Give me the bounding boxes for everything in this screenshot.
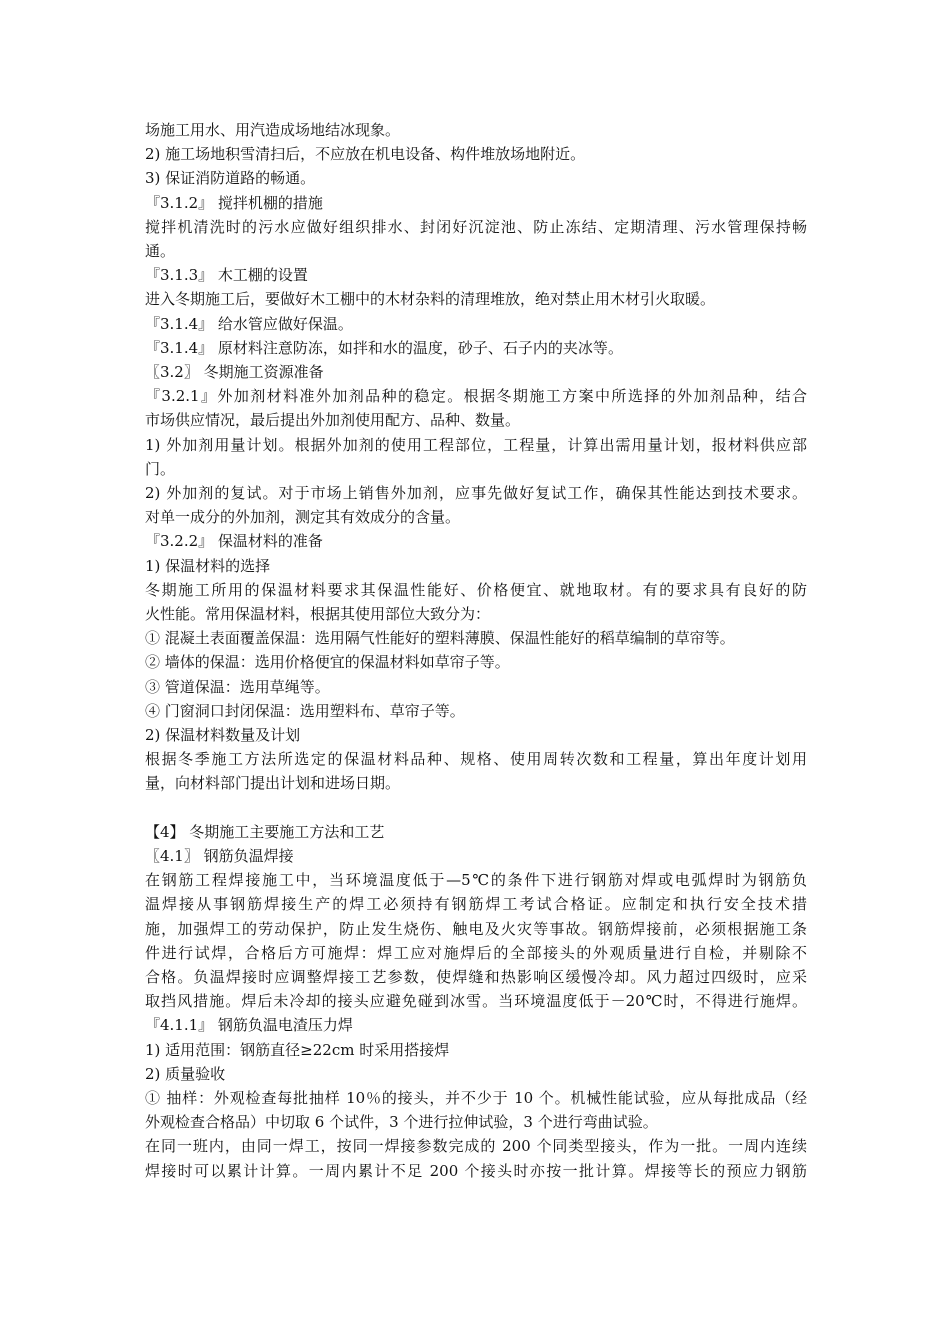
- text-line: 根据冬季施工方法所选定的保温材料品种、规格、使用周转次数和工程量，算出年度计划用: [145, 750, 807, 769]
- text-line: 『3.2.1』外加剂材料准外加剂品种的稳定。根据冬期施工方案中所选择的外加剂品种，结合: [145, 387, 807, 406]
- section-heading: 『4.1.1』 钢筋负温电渣压力焊: [145, 1016, 353, 1035]
- text-line: ③ 管道保温：选用草绳等。: [145, 677, 330, 696]
- section-heading: 〖3.2〗 冬期施工资源准备: [145, 363, 324, 382]
- text-line: 市场供应情况，最后提出外加剂使用配方、品种、数量。: [145, 411, 521, 430]
- text-line: 在钢筋工程焊接施工中，当环境温度低于—5℃的条件下进行钢筋对焊或电弧焊时为钢筋负: [145, 871, 807, 890]
- section-heading: 『3.1.4』 给水管应做好保温。: [145, 314, 353, 333]
- text-line: 2) 施工场地积雪清扫后，不应放在机电设备、构件堆放场地附近。: [145, 145, 586, 164]
- text-line: ① 抽样：外观检查每批抽样 10％的接头，并不少于 10 个。机械性能试验，应从每批成品（经: [145, 1088, 807, 1107]
- text-line: 3) 保证消防道路的畅通。: [145, 169, 316, 188]
- text-line: 温焊接从事钢筋焊接生产的焊工必须持有钢筋焊工考试合格证。应制定和执行安全技术措: [145, 895, 807, 914]
- section-heading: 〖4.1〗 钢筋负温焊接: [145, 846, 294, 865]
- section-heading: 『3.1.2』 搅拌机棚的措施: [145, 193, 323, 212]
- section-heading: 『3.2.2』 保温材料的准备: [145, 532, 323, 551]
- section-heading: 『3.1.3』 木工棚的设置: [145, 266, 308, 285]
- text-line: 2) 外加剂的复试。对于市场上销售外加剂，应事先做好复试工作，确保其性能达到技术要求。: [145, 484, 807, 503]
- text-line: 在同一班内，由同一焊工，按同一焊接参数完成的 200 个同类型接头，作为一批。一周内连续: [145, 1137, 807, 1156]
- text-line: 件进行试焊，合格后方可施焊：焊工应对施焊后的全部接头的外观质量进行自检，并剔除不: [145, 943, 807, 962]
- text-line: ① 混凝土表面覆盖保温：选用隔气性能好的塑料薄膜、保温性能好的稻草编制的草帘等。: [145, 629, 735, 648]
- text-line: 施，加强焊工的劳动保护，防止发生烧伤、触电及火灾等事故。钢筋焊接前，必须根据施工条: [145, 919, 807, 938]
- text-line: 场施工用水、用汽造成场地结冰现象。: [145, 121, 401, 139]
- text-line: 冬期施工所用的保温材料要求其保温性能好、价格便宜、就地取材。有的要求具有良好的防: [145, 580, 807, 599]
- text-line: 1) 保温材料的选择: [145, 556, 271, 575]
- text-line: 搅拌机清洗时的污水应做好组织排水、封闭好沉淀池、防止冻结、定期清理、污水管理保持畅: [145, 217, 807, 236]
- text-line: 外观检查合格品）中切取 6 个试件，3 个进行拉伸试验，3 个进行弯曲试验。: [145, 1113, 658, 1132]
- document-body: [145, 118, 807, 1183]
- text-line: 火性能。常用保温材料，根据其使用部位大致分为：: [145, 605, 491, 624]
- text-line: 取挡风措施。焊后未冷却的接头应避免碰到冰雪。当环境温度低于－20℃时，不得进行施焊。: [145, 992, 807, 1011]
- text-line: ④ 门窗洞口封闭保温：选用塑料布、草帘子等。: [145, 701, 465, 720]
- text-line: 2) 质量验收: [145, 1064, 226, 1083]
- text-line: 焊接时可以累计计算。一周内累计不足 200 个接头时亦按一批计算。焊接等长的预应力钢筋: [145, 1161, 807, 1180]
- text-line: 2) 保温材料数量及计划: [145, 726, 301, 745]
- text-line: 量，向材料部门提出计划和进场日期。: [145, 774, 401, 793]
- text-line: 对单一成分的外加剂，测定其有效成分的含量。: [145, 508, 461, 527]
- chapter-heading: 【4】 冬期施工主要施工方法和工艺: [145, 822, 385, 841]
- text-line: 1) 外加剂用量计划。根据外加剂的使用工程部位，工程量，计算出需用量计划，报材料供应部: [145, 435, 807, 454]
- blank-line: [145, 796, 807, 820]
- text-line: 合格。负温焊接时应调整焊接工艺参数，使焊缝和热影响区缓慢冷却。风力超过四级时，应采: [145, 967, 807, 986]
- text-line: ② 墙体的保温：选用价格便宜的保温材料如草帘子等。: [145, 653, 510, 672]
- text-line: 1) 适用范围：钢筋直径≥22cm 时采用搭接焊: [145, 1040, 450, 1059]
- text-line: 门。: [145, 459, 176, 478]
- text-line: 进入冬期施工后，要做好木工棚中的木材杂料的清理堆放，绝对禁止用木材引火取暖。: [145, 290, 716, 309]
- text-line: 通。: [145, 242, 176, 261]
- section-heading: 『3.1.4』 原材料注意防冻，如拌和水的温度，砂子、石子内的夹冰等。: [145, 338, 623, 357]
